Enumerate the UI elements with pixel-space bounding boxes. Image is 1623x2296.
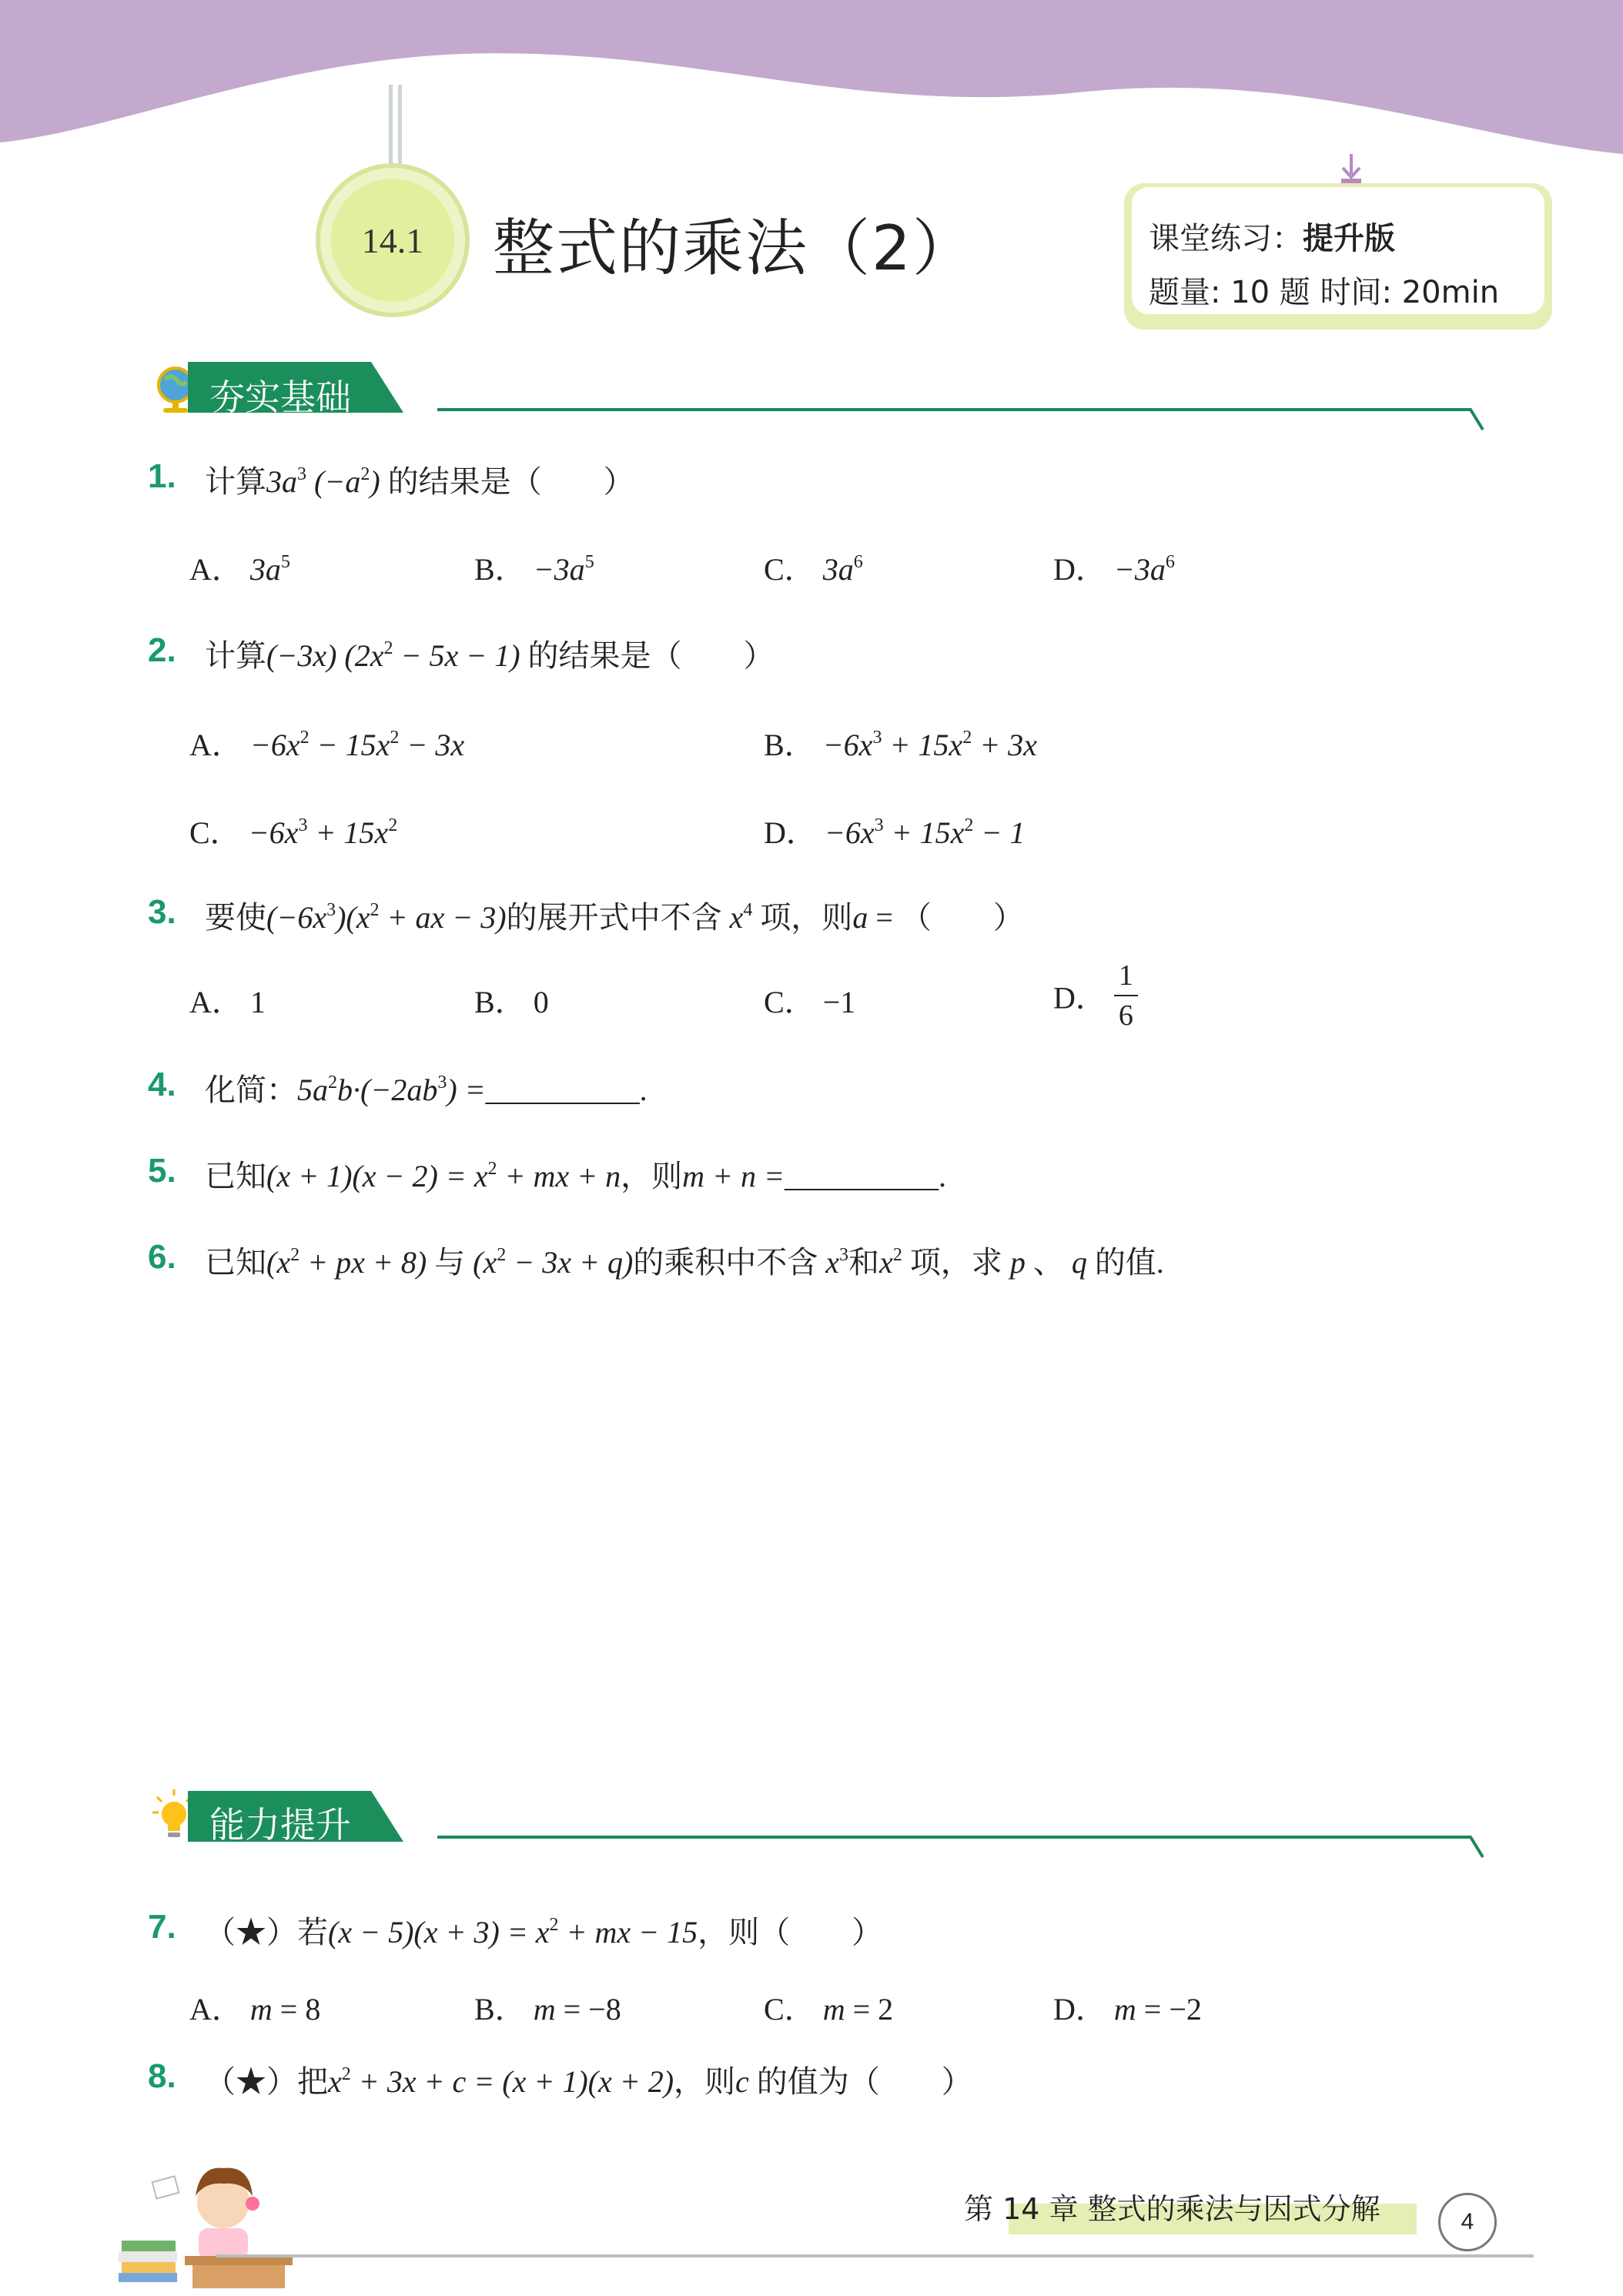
q4-expression: $5a^2b\cdot(-2ab^3)$ = [297,1073,486,1107]
q7-middle: ，则（ ） [698,1915,883,1950]
q8-suffix: 的值为（ ） [756,2064,972,2099]
q3-option-c[interactable] [764,978,855,1022]
q8-star: （★）把 [205,2064,328,2099]
question-6-text: 已知($x^2$ + px + 8) 与 $(x^2 - 3x + q)$的乘积中不含 $x^3$和$x^2$ 项，求 p 、 q 的值. [205,1245,1164,1280]
q3-end: （ ） [900,900,1024,935]
q2-expression: (−3x) $(2x^2 - 5x - 1)$ [266,638,520,673]
question-4-text [205,1066,648,1110]
badge-hanger-line [389,85,393,169]
option-label: D． [764,815,817,850]
option-label: B． [474,552,526,587]
option-label: D． [1053,1992,1106,2027]
option-label: A． [189,1992,243,2027]
option-label: C． [764,985,815,1019]
page-number: 4 [1438,2193,1497,2251]
option-label: C． [764,552,815,587]
q3-option-b[interactable] [474,978,549,1022]
q7-option-c[interactable]: C． m = 2 [764,1992,894,2027]
lesson-number: 14.1 [331,179,454,302]
question-number: 3. [148,893,176,931]
q2-option-c[interactable]: C． $-6x^3 + 15x^2$ [189,815,398,850]
q1-option-d[interactable]: D． $-3a^6$ [1053,552,1175,587]
option-label: C． [764,1992,815,2027]
q6-he: 和 [848,1245,880,1280]
lesson-title: 整式的乘法（2） [493,213,975,284]
question-2-text [205,631,775,675]
question-number: 4. [148,1066,176,1103]
section-title-basics: 夯实基础 [209,377,351,418]
header-wave [0,0,1623,166]
q3-middle: 的展开式中不含 [506,900,722,935]
question-number: 2. [148,631,176,669]
question-1-text [205,457,634,501]
q2-option-d[interactable]: D． $-6x^3 + 15x^2 - 1$ [764,815,1026,850]
question-count: 题量: 10 题 [1149,275,1310,310]
option-value: 0 [533,985,549,1019]
q1-option-a[interactable]: A． $3a^5$ [189,552,290,587]
q6-prefix: 已知 [205,1245,266,1280]
option-label: B． [474,1992,526,2027]
q5-expression: $(x + 1)(x - 2) = x^2$ + mx + n [266,1159,621,1193]
q7-option-b[interactable]: B． m = −8 [474,1992,621,2027]
q6-end: 的值. [1094,1245,1164,1280]
q6-item: 项，求 [909,1245,1002,1280]
option-label: A． [189,552,243,587]
option-value: −8 [588,1992,621,2027]
q8-middle: ，则 [674,2064,736,2099]
fraction-numerator: 1 [1114,961,1138,996]
option-value: −2 [1169,1992,1202,2027]
section-rule [437,407,1484,434]
section-title-advanced: 能力提升 [209,1804,351,1846]
q1-expression: $3a^3$ $(-a^2)$ [266,464,380,499]
footer-rule [216,2254,1534,2258]
question-number: 1. [148,457,176,495]
fraction [1114,961,1138,1030]
student-illustration [108,2148,323,2294]
q7-expression: $(x - 5)(x + 3) = x^2$ + mx − 15 [328,1915,698,1950]
q6-sep: 、 [1032,1245,1064,1280]
section-rule [437,1834,1484,1862]
practice-info-line-2 [1149,268,1499,312]
question-number: 7. [148,1908,176,1946]
option-label: D． [1053,980,1106,1016]
q2-suffix: 的结果是（ ） [527,638,775,673]
question-number: 5. [148,1152,176,1190]
q7-star: （★）若 [205,1915,328,1950]
question-8-text: （★）把$x^2 + 3x + c = (x + 1)(x + 2)$，则c 的值为（ ） [205,2064,972,2099]
option-label: C． [189,815,241,850]
option-label: A． [189,985,243,1019]
option-label: B． [764,728,815,762]
q2-option-b[interactable]: B． $-6x^3 + 15x^2 + 3x$ [764,728,1037,762]
answer-blank[interactable]: __________. [485,1073,648,1107]
q6-and: 与 [434,1245,466,1280]
question-number: 6. [148,1238,176,1276]
option-value: 2 [878,1992,894,2027]
q2-prefix: 计算 [205,638,266,673]
q1-suffix: 的结果是（ ） [387,464,634,499]
option-label: A． [189,728,243,762]
answer-blank[interactable]: __________. [785,1159,947,1193]
q5-prefix: 已知 [205,1159,266,1193]
q6-mid: 的乘积中不含 [633,1245,818,1280]
q3-suffix: 项，则 [760,900,853,935]
q3-prefix: 要使 [205,900,266,935]
q3-option-a[interactable] [189,978,266,1022]
chapter-label: 第 14 章 整式的乘法与因式分解 [964,2192,1380,2226]
q5-middle: ，则 [621,1159,683,1193]
practice-level: 提升版 [1303,221,1395,256]
option-value: 8 [305,1992,321,2027]
q8-expression: $x^2 + 3x + c = (x + 1)(x + 2)$ [328,2064,674,2099]
q1-prefix: 计算 [205,464,266,499]
q2-option-a[interactable]: A． $-6x^2 - 15x^2 - 3x$ [189,728,465,762]
q1-option-b[interactable]: B． $-3a^5$ [474,552,594,587]
q7-option-a[interactable]: A． m = 8 [189,1992,321,2027]
option-label: B． [474,985,526,1019]
fraction-denominator: 6 [1118,999,1133,1032]
practice-label: 课堂练习： [1149,221,1303,256]
q3-option-d[interactable] [1053,961,1138,1030]
q4-prefix: 化简： [205,1073,297,1107]
time-limit: 时间: 20min [1320,275,1500,310]
option-label: D． [1053,552,1106,587]
option-value: 1 [249,985,266,1019]
question-3-text: 要使$(-6x^3)(x^2$ + ax − 3)的展开式中不含 $x^4$ 项，则a = （ ） [205,900,1024,935]
badge-hanger-line [398,85,402,169]
q3-expression: $(-6x^3)(x^2$ + ax − 3) [266,900,507,935]
practice-info-line-1 [1149,214,1395,258]
q7-option-d[interactable]: D． m = −2 [1053,1992,1202,2027]
option-value: −1 [822,985,856,1019]
q1-option-c[interactable]: C． $3a^6$ [764,552,863,587]
question-number: 8. [148,2057,176,2095]
question-5-text: 已知$(x + 1)(x - 2) = x^2$ + mx + n，则m + n =__________. [205,1159,947,1193]
pin-icon [1340,154,1363,185]
question-7-text [205,1908,882,1952]
